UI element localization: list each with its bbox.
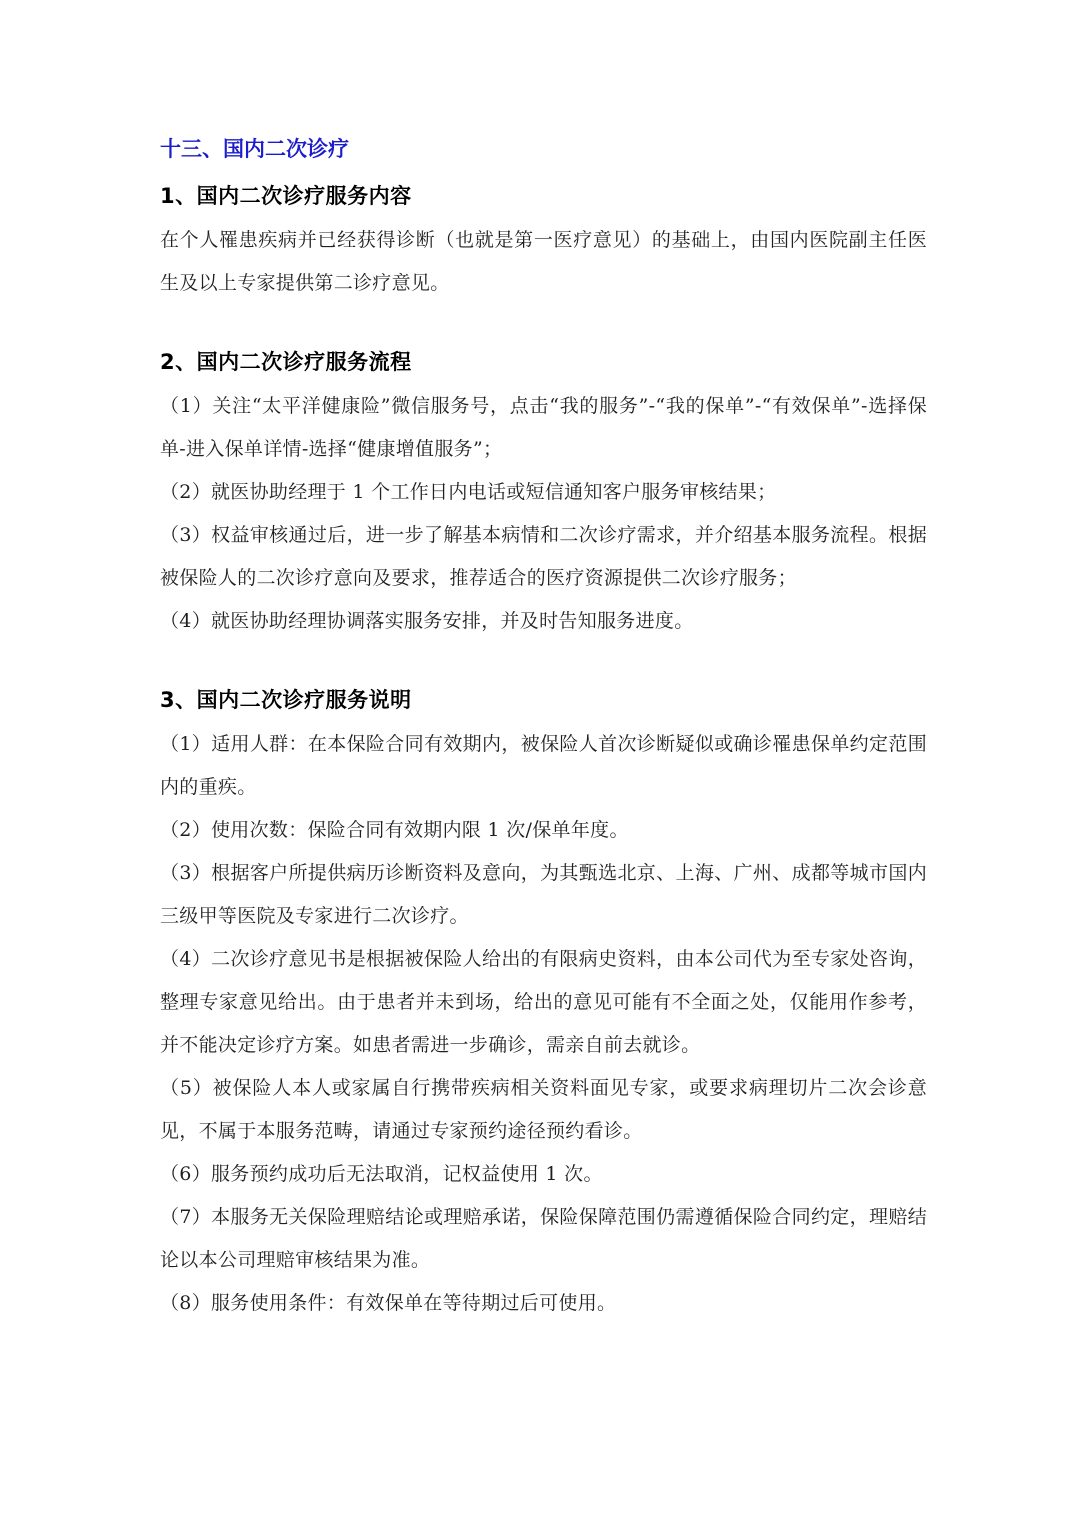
paragraph: （4）二次诊疗意见书是根据被保险人给出的有限病史资料，由本公司代为至专家处咨询，整理专家意见给出。由于患者并未到场，给出的意见可能有不全面之处，仅能用作参考，并不能决定诊疗方案。如患者需进一步确诊，需亲自前去就诊。 bbox=[160, 948, 927, 1056]
paragraph: （2）使用次数：保险合同有效期内限 1 次/保单年度。 bbox=[160, 819, 629, 841]
section-heading-2: 2、国内二次诊疗服务流程 bbox=[160, 350, 412, 374]
paragraph: （3）权益审核通过后，进一步了解基本病情和二次诊疗需求，并介绍基本服务流程。根据被保险人的二次诊疗意向及要求，推荐适合的医疗资源提供二次诊疗服务； bbox=[160, 524, 927, 589]
section-service-notes bbox=[160, 687, 927, 1325]
paragraph: （8）服务使用条件：有效保单在等待期过后可使用。 bbox=[160, 1292, 617, 1314]
paragraph: （1）适用人群：在本保险合同有效期内，被保险人首次诊断疑似或确诊罹患保单约定范围内的重疾。 bbox=[160, 733, 927, 798]
doc-title: 十三、国内二次诊疗 bbox=[160, 137, 349, 161]
section-heading-1: 1、国内二次诊疗服务内容 bbox=[160, 184, 412, 208]
paragraph: （1）关注“太平洋健康险”微信服务号，点击“我的服务”-“我的保单”-“有效保单”-选择保单-进入保单详情-选择“健康增值服务”； bbox=[160, 395, 927, 460]
paragraph: （6）服务预约成功后无法取消，记权益使用 1 次。 bbox=[160, 1163, 603, 1185]
paragraph: （5）被保险人本人或家属自行携带疾病相关资料面见专家，或要求病理切片二次会诊意见，不属于本服务范畴，请通过专家预约途径预约看诊。 bbox=[160, 1077, 927, 1142]
paragraph: （3）根据客户所提供病历诊断资料及意向，为其甄选北京、上海、广州、成都等城市国内三级甲等医院及专家进行二次诊疗。 bbox=[160, 862, 927, 927]
section-service-content bbox=[160, 183, 927, 305]
paragraph: （4）就医协助经理协调落实服务安排，并及时告知服务进度。 bbox=[160, 610, 694, 632]
paragraph: （7）本服务无关保险理赔结论或理赔承诺，保险保障范围仍需遵循保险合同约定，理赔结论以本公司理赔审核结果为准。 bbox=[160, 1206, 927, 1271]
section-heading-3: 3、国内二次诊疗服务说明 bbox=[160, 688, 412, 712]
paragraph: （2）就医协助经理于 1 个工作日内电话或短信通知客户服务审核结果； bbox=[160, 481, 777, 503]
paragraph: 在个人罹患疾病并已经获得诊断（也就是第一医疗意见）的基础上，由国内医院副主任医生及以上专家提供第二诊疗意见。 bbox=[160, 229, 927, 294]
section-service-process bbox=[160, 349, 927, 643]
